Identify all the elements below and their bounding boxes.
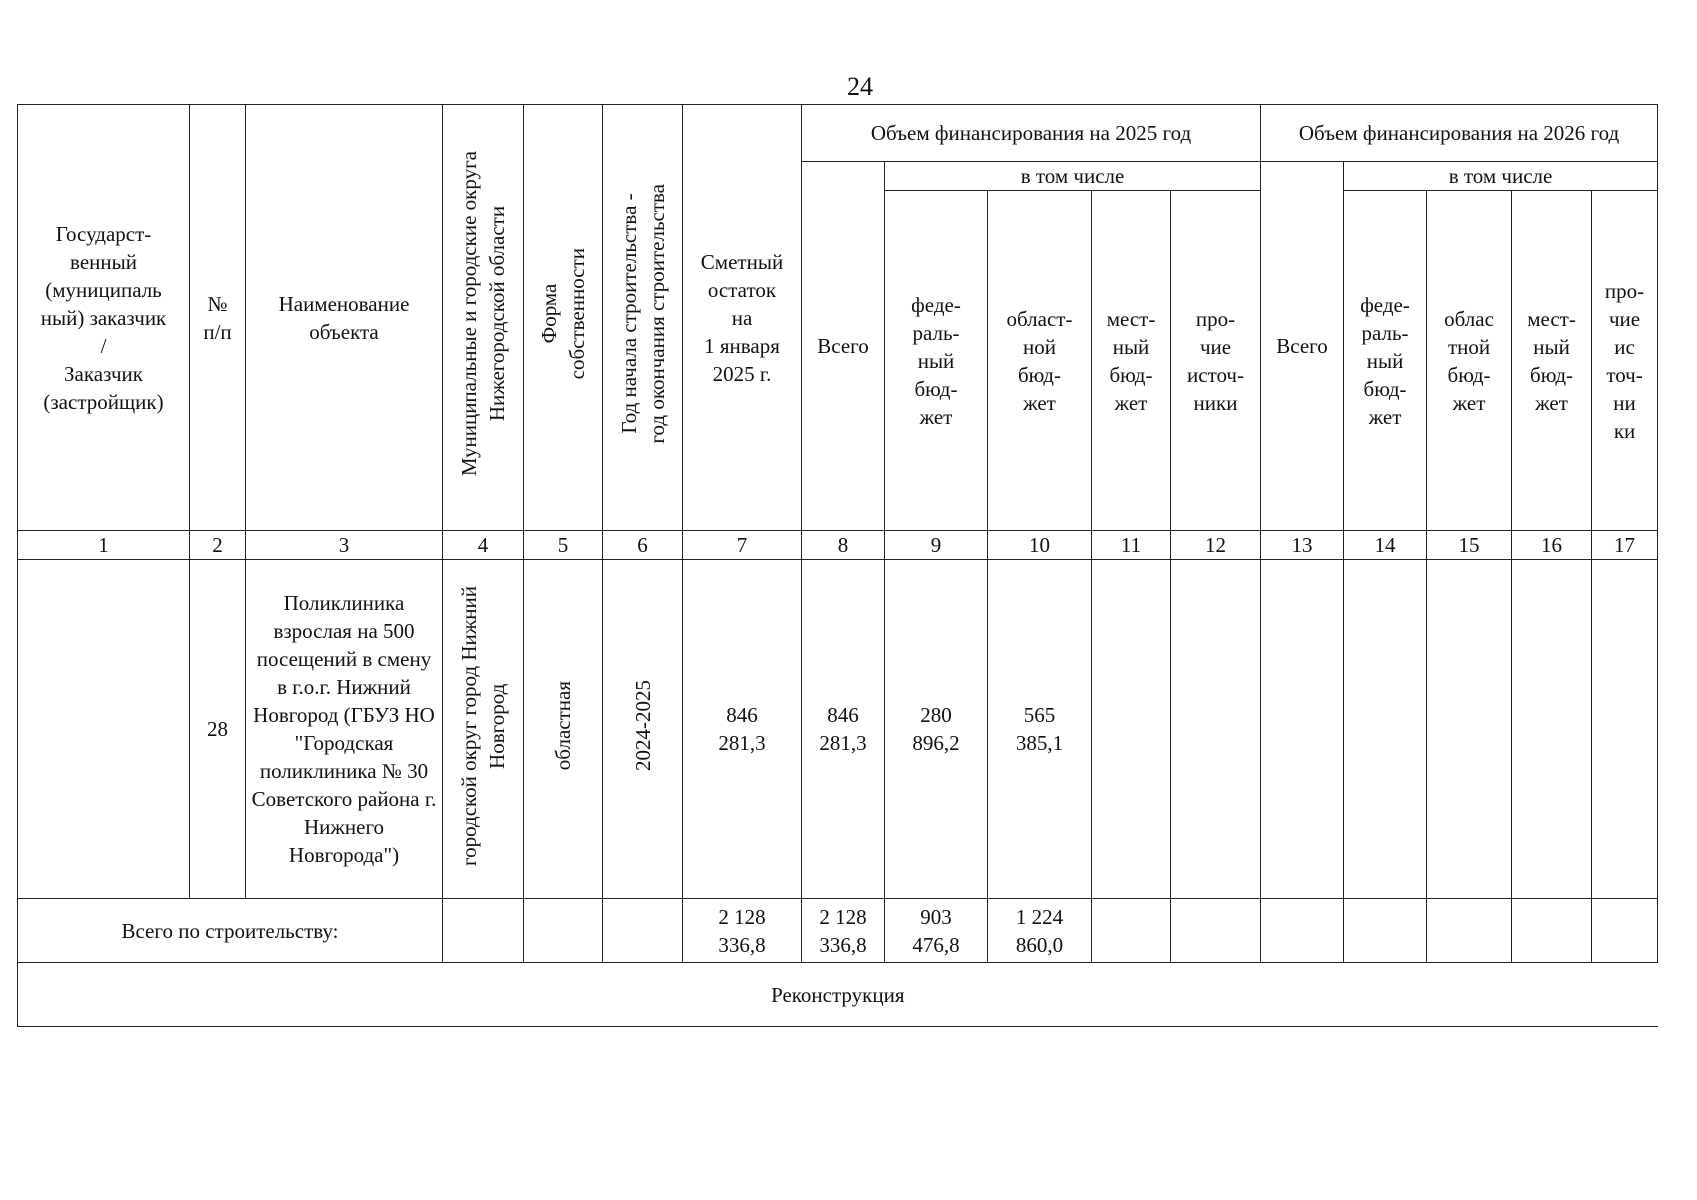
column-number: 10	[988, 531, 1092, 560]
column-number: 6	[603, 531, 683, 560]
total-label: Всего по строительству:	[18, 899, 443, 963]
row-num: 28	[190, 560, 246, 899]
row-oth-2026	[1592, 560, 1658, 899]
header-reg-2026: облас тной бюд- жет	[1427, 191, 1512, 531]
table-row	[18, 560, 1658, 899]
header-years: Год начала строительства - год окончания строительства	[616, 184, 669, 444]
total-2026	[1261, 899, 1344, 963]
header-incl-2026: в том числе	[1344, 162, 1658, 191]
header-ownership: Форма собственности	[537, 248, 589, 380]
row-municipality: городской округ город Нижний Новгород	[457, 585, 509, 866]
row-balance: 846 281,3	[683, 560, 802, 899]
header-total-2025: Всего	[802, 162, 885, 531]
row-ownership: областная	[551, 680, 575, 771]
row-ownership-cell	[524, 560, 603, 899]
header-customer: Государст- венный (муниципаль ный) заказчик / Заказчик (застройщик)	[18, 105, 190, 531]
header-balance: Сметный остаток на 1 января 2025 г.	[683, 105, 802, 531]
row-years-cell	[603, 560, 683, 899]
column-number: 4	[443, 531, 524, 560]
header-reg-2025: област- ной бюд- жет	[988, 191, 1092, 531]
row-fed-2025: 280 896,2	[885, 560, 988, 899]
header-fin-2025: Объем финансирования на 2025 год	[802, 105, 1261, 162]
column-number: 1	[18, 531, 190, 560]
total-fed-2025: 903 476,8	[885, 899, 988, 963]
total-fed-2026	[1344, 899, 1427, 963]
header-fed-2025: феде- раль- ный бюд- жет	[885, 191, 988, 531]
row-customer	[18, 560, 190, 899]
header-row-1	[18, 105, 1658, 162]
column-number: 11	[1092, 531, 1171, 560]
column-number: 15	[1427, 531, 1512, 560]
header-years-cell	[603, 105, 683, 531]
total-years	[603, 899, 683, 963]
column-number: 2	[190, 531, 246, 560]
section-title: Реконструкция	[18, 963, 1658, 1027]
total-loc-2026	[1512, 899, 1592, 963]
header-loc-2026: мест- ный бюд- жет	[1512, 191, 1592, 531]
row-total-2026	[1261, 560, 1344, 899]
row-object-name: Поликлиника взрослая на 500 посещений в смену в г.о.г. Нижний Новгород (ГБУЗ НО "Городская поликлиника № 30 Советского района г. Нижнего Новгорода")	[246, 560, 443, 899]
total-reg-2026	[1427, 899, 1512, 963]
total-oth-2025	[1171, 899, 1261, 963]
total-row	[18, 899, 1658, 963]
column-number: 9	[885, 531, 988, 560]
financing-table	[17, 104, 1658, 1027]
column-number: 12	[1171, 531, 1261, 560]
header-ownership-cell	[524, 105, 603, 531]
total-2025: 2 128 336,8	[802, 899, 885, 963]
header-total-2026: Всего	[1261, 162, 1344, 531]
row-loc-2026	[1512, 560, 1592, 899]
column-number: 3	[246, 531, 443, 560]
column-number: 17	[1592, 531, 1658, 560]
column-number: 7	[683, 531, 802, 560]
row-reg-2026	[1427, 560, 1512, 899]
header-object-name: Наименование объекта	[246, 105, 443, 531]
row-total-2025: 846 281,3	[802, 560, 885, 899]
column-number: 14	[1344, 531, 1427, 560]
header-municipality-cell	[443, 105, 524, 531]
header-incl-2025: в том числе	[885, 162, 1261, 191]
column-number: 8	[802, 531, 885, 560]
row-reg-2025: 565 385,1	[988, 560, 1092, 899]
header-municipality: Муниципальные и городские округа Нижегородской области	[457, 151, 509, 477]
total-loc-2025	[1092, 899, 1171, 963]
header-oth-2026: про- чие ис точ- ни ки	[1592, 191, 1658, 531]
column-numbers-row	[18, 531, 1658, 560]
column-number: 5	[524, 531, 603, 560]
row-oth-2025	[1171, 560, 1261, 899]
header-fed-2026: феде- раль- ный бюд- жет	[1344, 191, 1427, 531]
total-reg-2025: 1 224 860,0	[988, 899, 1092, 963]
section-row	[18, 963, 1658, 1027]
total-municipality	[443, 899, 524, 963]
total-ownership	[524, 899, 603, 963]
column-number: 16	[1512, 531, 1592, 560]
row-years: 2024-2025	[630, 680, 655, 771]
header-fin-2026: Объем финансирования на 2026 год	[1261, 105, 1658, 162]
header-loc-2025: мест- ный бюд- жет	[1092, 191, 1171, 531]
header-num: № п/п	[190, 105, 246, 531]
row-loc-2025	[1092, 560, 1171, 899]
column-number: 13	[1261, 531, 1344, 560]
total-balance: 2 128 336,8	[683, 899, 802, 963]
row-fed-2026	[1344, 560, 1427, 899]
header-oth-2025: про- чие источ- ники	[1171, 191, 1261, 531]
total-oth-2026	[1592, 899, 1658, 963]
row-municipality-cell	[443, 560, 524, 899]
page-number: 24	[847, 72, 873, 101]
